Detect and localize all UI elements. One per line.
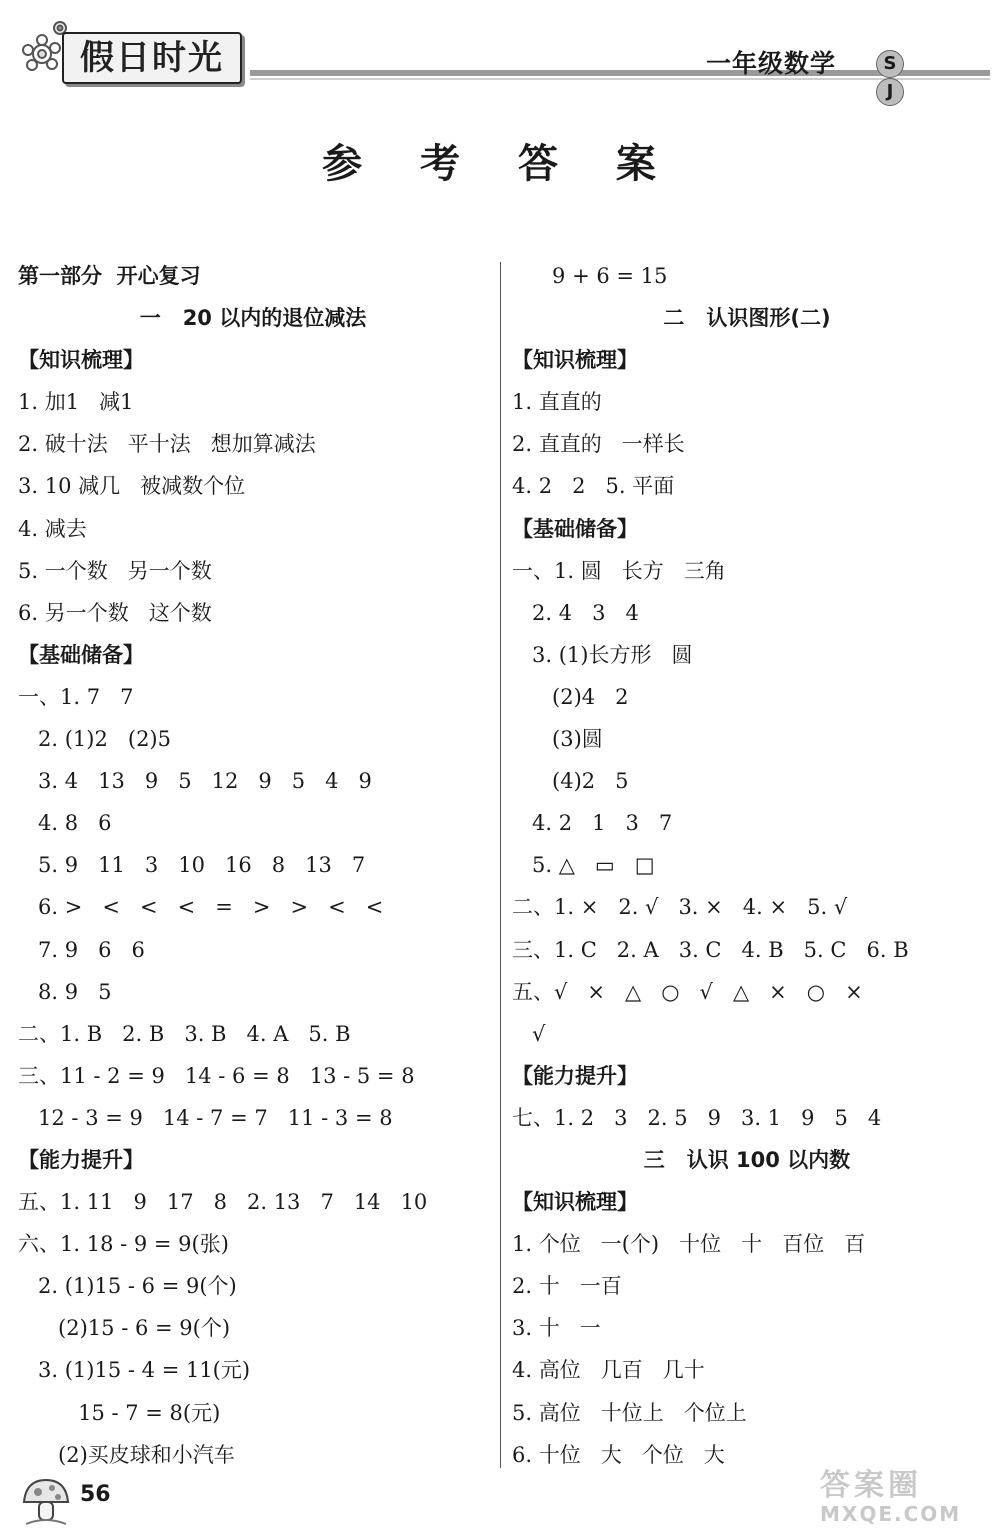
page-title: 参 考 答 案 — [322, 141, 678, 187]
answer-line: 6. 另一个数 这个数 — [18, 600, 212, 625]
answer-line: 二、1. B 2. B 3. B 4. A 5. B — [18, 1021, 351, 1046]
answer-line: (2)4 2 — [512, 684, 629, 709]
subject-label: 一年级数学 — [706, 49, 837, 78]
answer-line: 2. (1)15 - 6 = 9(个) — [18, 1274, 237, 1299]
section-heading: 二 认识图形(二) — [663, 306, 831, 331]
answer-line: (2)15 - 6 = 9(个) — [18, 1316, 231, 1341]
answer-line: 5. 9 11 3 10 16 8 13 7 — [18, 853, 366, 878]
answer-line: 12 - 3 = 9 14 - 7 = 7 11 - 3 = 8 — [18, 1105, 393, 1130]
answer-line: 六、1. 18 - 9 = 9(张) — [18, 1232, 229, 1257]
answer-line: 3. 4 13 9 5 12 9 5 4 9 — [18, 769, 372, 794]
answer-line: 3. 10 减几 被减数个位 — [18, 474, 246, 499]
answer-line: 4. 8 6 — [18, 811, 112, 836]
answer-line: (2)买皮球和小汽车 — [18, 1442, 235, 1467]
answer-line: 三、1. C 2. A 3. C 4. B 5. C 6. B — [512, 937, 909, 962]
answer-line: 1. 直直的 — [512, 390, 602, 415]
column-divider — [500, 262, 501, 1468]
section-heading: 【能力提升】 — [512, 1063, 638, 1088]
section-heading: 【基础储备】 — [512, 516, 638, 541]
right-column — [512, 255, 982, 1476]
answer-line: 4. 高位 几百 几十 — [512, 1358, 705, 1383]
answer-line: 一、1. 7 7 — [18, 684, 134, 709]
answer-line: 三、11 - 2 = 9 14 - 6 = 8 13 - 5 = 8 — [18, 1063, 415, 1088]
mushroom-icon — [18, 1472, 74, 1528]
watermark-url: MXQE.COM — [820, 1502, 962, 1526]
answer-line: 2. 破十法 平十法 想加算减法 — [18, 432, 316, 457]
answer-line: 3. 十 一 — [512, 1316, 601, 1341]
answer-line: (3)圆 — [512, 727, 603, 752]
answer-line: 5. 一个数 另一个数 — [18, 558, 212, 583]
answer-line: 2. 十 一百 — [512, 1274, 622, 1299]
answer-line: √ — [512, 1021, 546, 1046]
answer-line: 6. 十位 大 个位 大 — [512, 1442, 725, 1467]
answer-line: 6. > < < < = > > < < — [18, 895, 384, 920]
edition-letter: J — [876, 78, 904, 106]
watermark — [820, 1470, 995, 1530]
answer-line: (4)2 5 — [512, 769, 629, 794]
section-heading: 一 20 以内的退位减法 — [139, 306, 367, 331]
answer-line: 3. (1)15 - 4 = 11(元) — [18, 1358, 251, 1383]
answer-line: 七、1. 2 3 2. 5 9 3. 1 9 5 4 — [512, 1105, 882, 1130]
answer-line: 4. 2 2 5. 平面 — [512, 474, 675, 499]
page-header — [0, 0, 1000, 110]
answer-line: 2. 直直的 一样长 — [512, 432, 685, 457]
answer-line: 4. 2 1 3 7 — [512, 811, 673, 836]
answer-line: 2. 4 3 4 — [512, 600, 639, 625]
section-heading: 【知识梳理】 — [512, 1190, 638, 1215]
answer-line: 4. 减去 — [18, 516, 87, 541]
watermark-title: 答案圈 — [820, 1468, 922, 1503]
section-heading: 【能力提升】 — [18, 1147, 144, 1172]
answer-line: 五、1. 11 9 17 8 2. 13 7 14 10 — [18, 1190, 428, 1215]
section-heading: 【知识梳理】 — [512, 348, 638, 373]
edition-badge — [876, 50, 936, 102]
brand-title: 假日时光 — [80, 38, 224, 78]
answer-line: 5. △ ▭ □ — [512, 853, 655, 878]
answer-line: 1. 加1 减1 — [18, 390, 134, 415]
edition-letter: S — [876, 50, 904, 78]
brand-logo — [62, 32, 242, 84]
answer-line: 五、√ × △ ○ √ △ × ○ × — [512, 979, 863, 1004]
left-column — [18, 255, 488, 1476]
section-heading: 三 认识 100 以内数 — [643, 1147, 851, 1172]
answer-line: 1. 个位 一(个) 十位 十 百位 百 — [512, 1232, 866, 1257]
section-heading: 第一部分 开心复习 — [18, 264, 201, 288]
answer-line: 7. 9 6 6 — [18, 937, 145, 962]
section-heading: 【知识梳理】 — [18, 348, 144, 373]
section-heading: 【基础储备】 — [18, 642, 144, 667]
answer-line: 二、1. × 2. √ 3. × 4. × 5. √ — [512, 895, 848, 920]
answer-line: 一、1. 圆 长方 三角 — [512, 558, 726, 583]
answer-line: 3. (1)长方形 圆 — [512, 642, 693, 667]
page-footer — [0, 1468, 1000, 1532]
answer-line: 9 + 6 = 15 — [512, 264, 668, 288]
answer-line: 15 - 7 = 8(元) — [18, 1400, 221, 1425]
page-number: 56 — [80, 1482, 111, 1507]
answer-line: 5. 高位 十位上 个位上 — [512, 1400, 747, 1425]
answer-line: 8. 9 5 — [18, 979, 112, 1004]
answer-line: 2. (1)2 (2)5 — [18, 727, 171, 752]
